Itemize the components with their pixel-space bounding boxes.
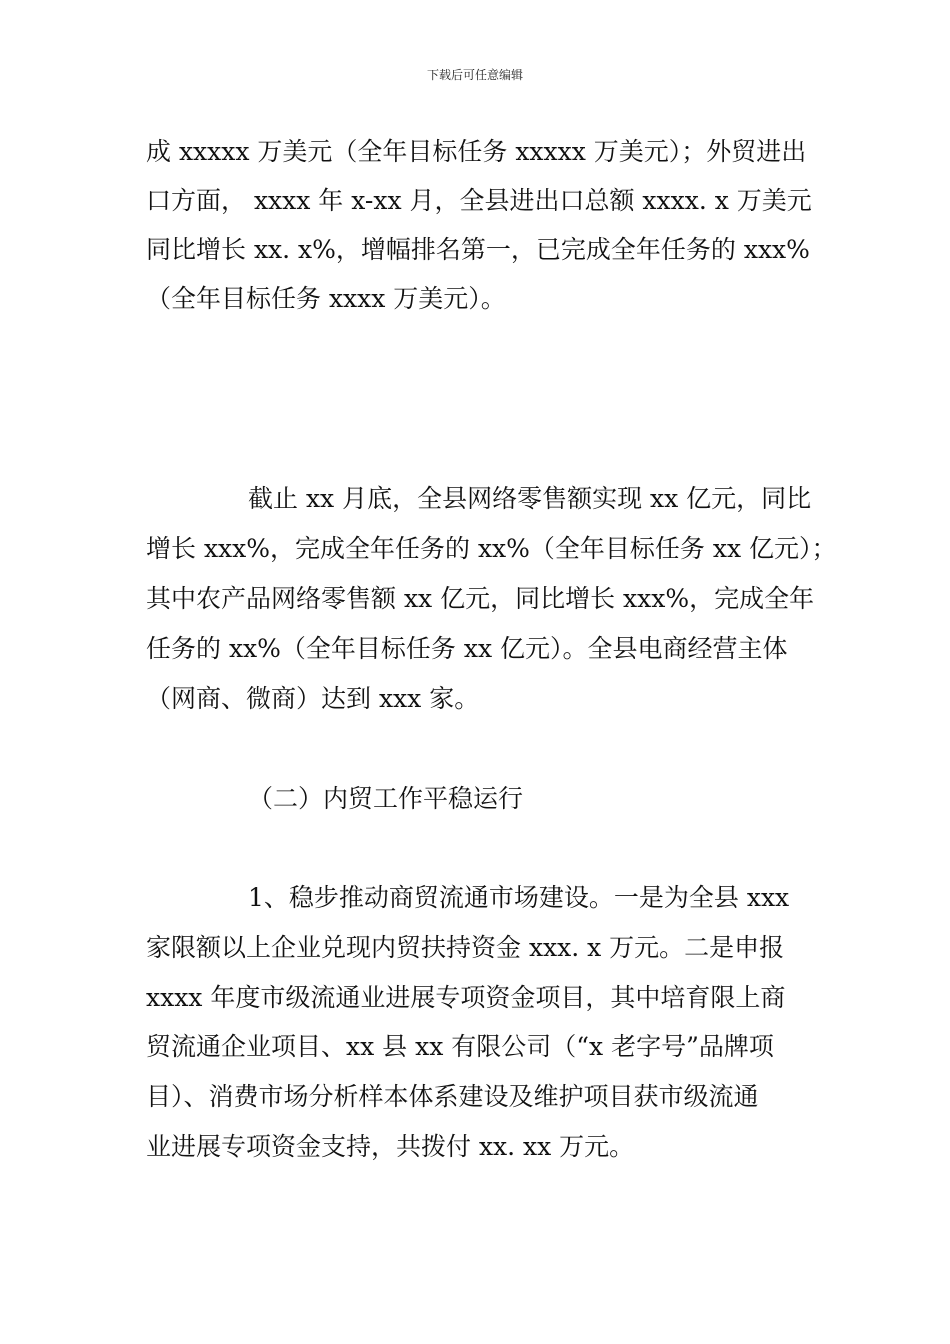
text-line: （网商、微商）达到 xxx 家。 [146,684,480,713]
text-line: xxxx 年度市级流通业进展专项资金项目，其中培育限上商 [146,983,786,1012]
header-note: 下载后可任意编辑 [426,68,523,82]
text-line: 家限额以上企业兑现内贸扶持资金 xxx. x 万元。二是申报 [146,933,785,962]
text-line: （全年目标任务 xxxx 万美元）。 [146,284,506,313]
text-line: 贸流通企业项目、xx 县 xx 有限公司（“x 老字号”品牌项 [146,1032,774,1061]
text-line: 口方面， xxxx 年 x-xx 月，全县进出口总额 xxxx. x 万美元 [146,186,812,215]
section-heading: （二）内贸工作平稳运行 [248,784,524,813]
text-line: 同比增长 xx. x%，增幅排名第一，已完成全年任务的 xxx% [146,235,810,264]
text-line: 业进展专项资金支持，共拨付 xx. xx 万元。 [146,1132,635,1161]
text-line: 任务的 xx%（全年目标任务 xx 亿元）。全县电商经营主体 [146,634,788,663]
text-line: 增长 xxx%，完成全年任务的 xx%（全年目标任务 xx 亿元）； [146,534,837,563]
text-line: 截止 xx 月底，全县网络零售额实现 xx 亿元，同比 [248,484,812,513]
text-line: 目）、消费市场分析样本体系建设及维护项目获市级流通 [146,1082,759,1111]
text-line: 1、稳步推动商贸流通市场建设。一是为全县 xxx [248,883,790,912]
text-line: 其中农产品网络零售额 xx 亿元，同比增长 xxx%，完成全年 [146,584,815,613]
text-line: 成 xxxxx 万美元（全年目标任务 xxxxx 万美元）；外贸进出 [146,137,807,166]
